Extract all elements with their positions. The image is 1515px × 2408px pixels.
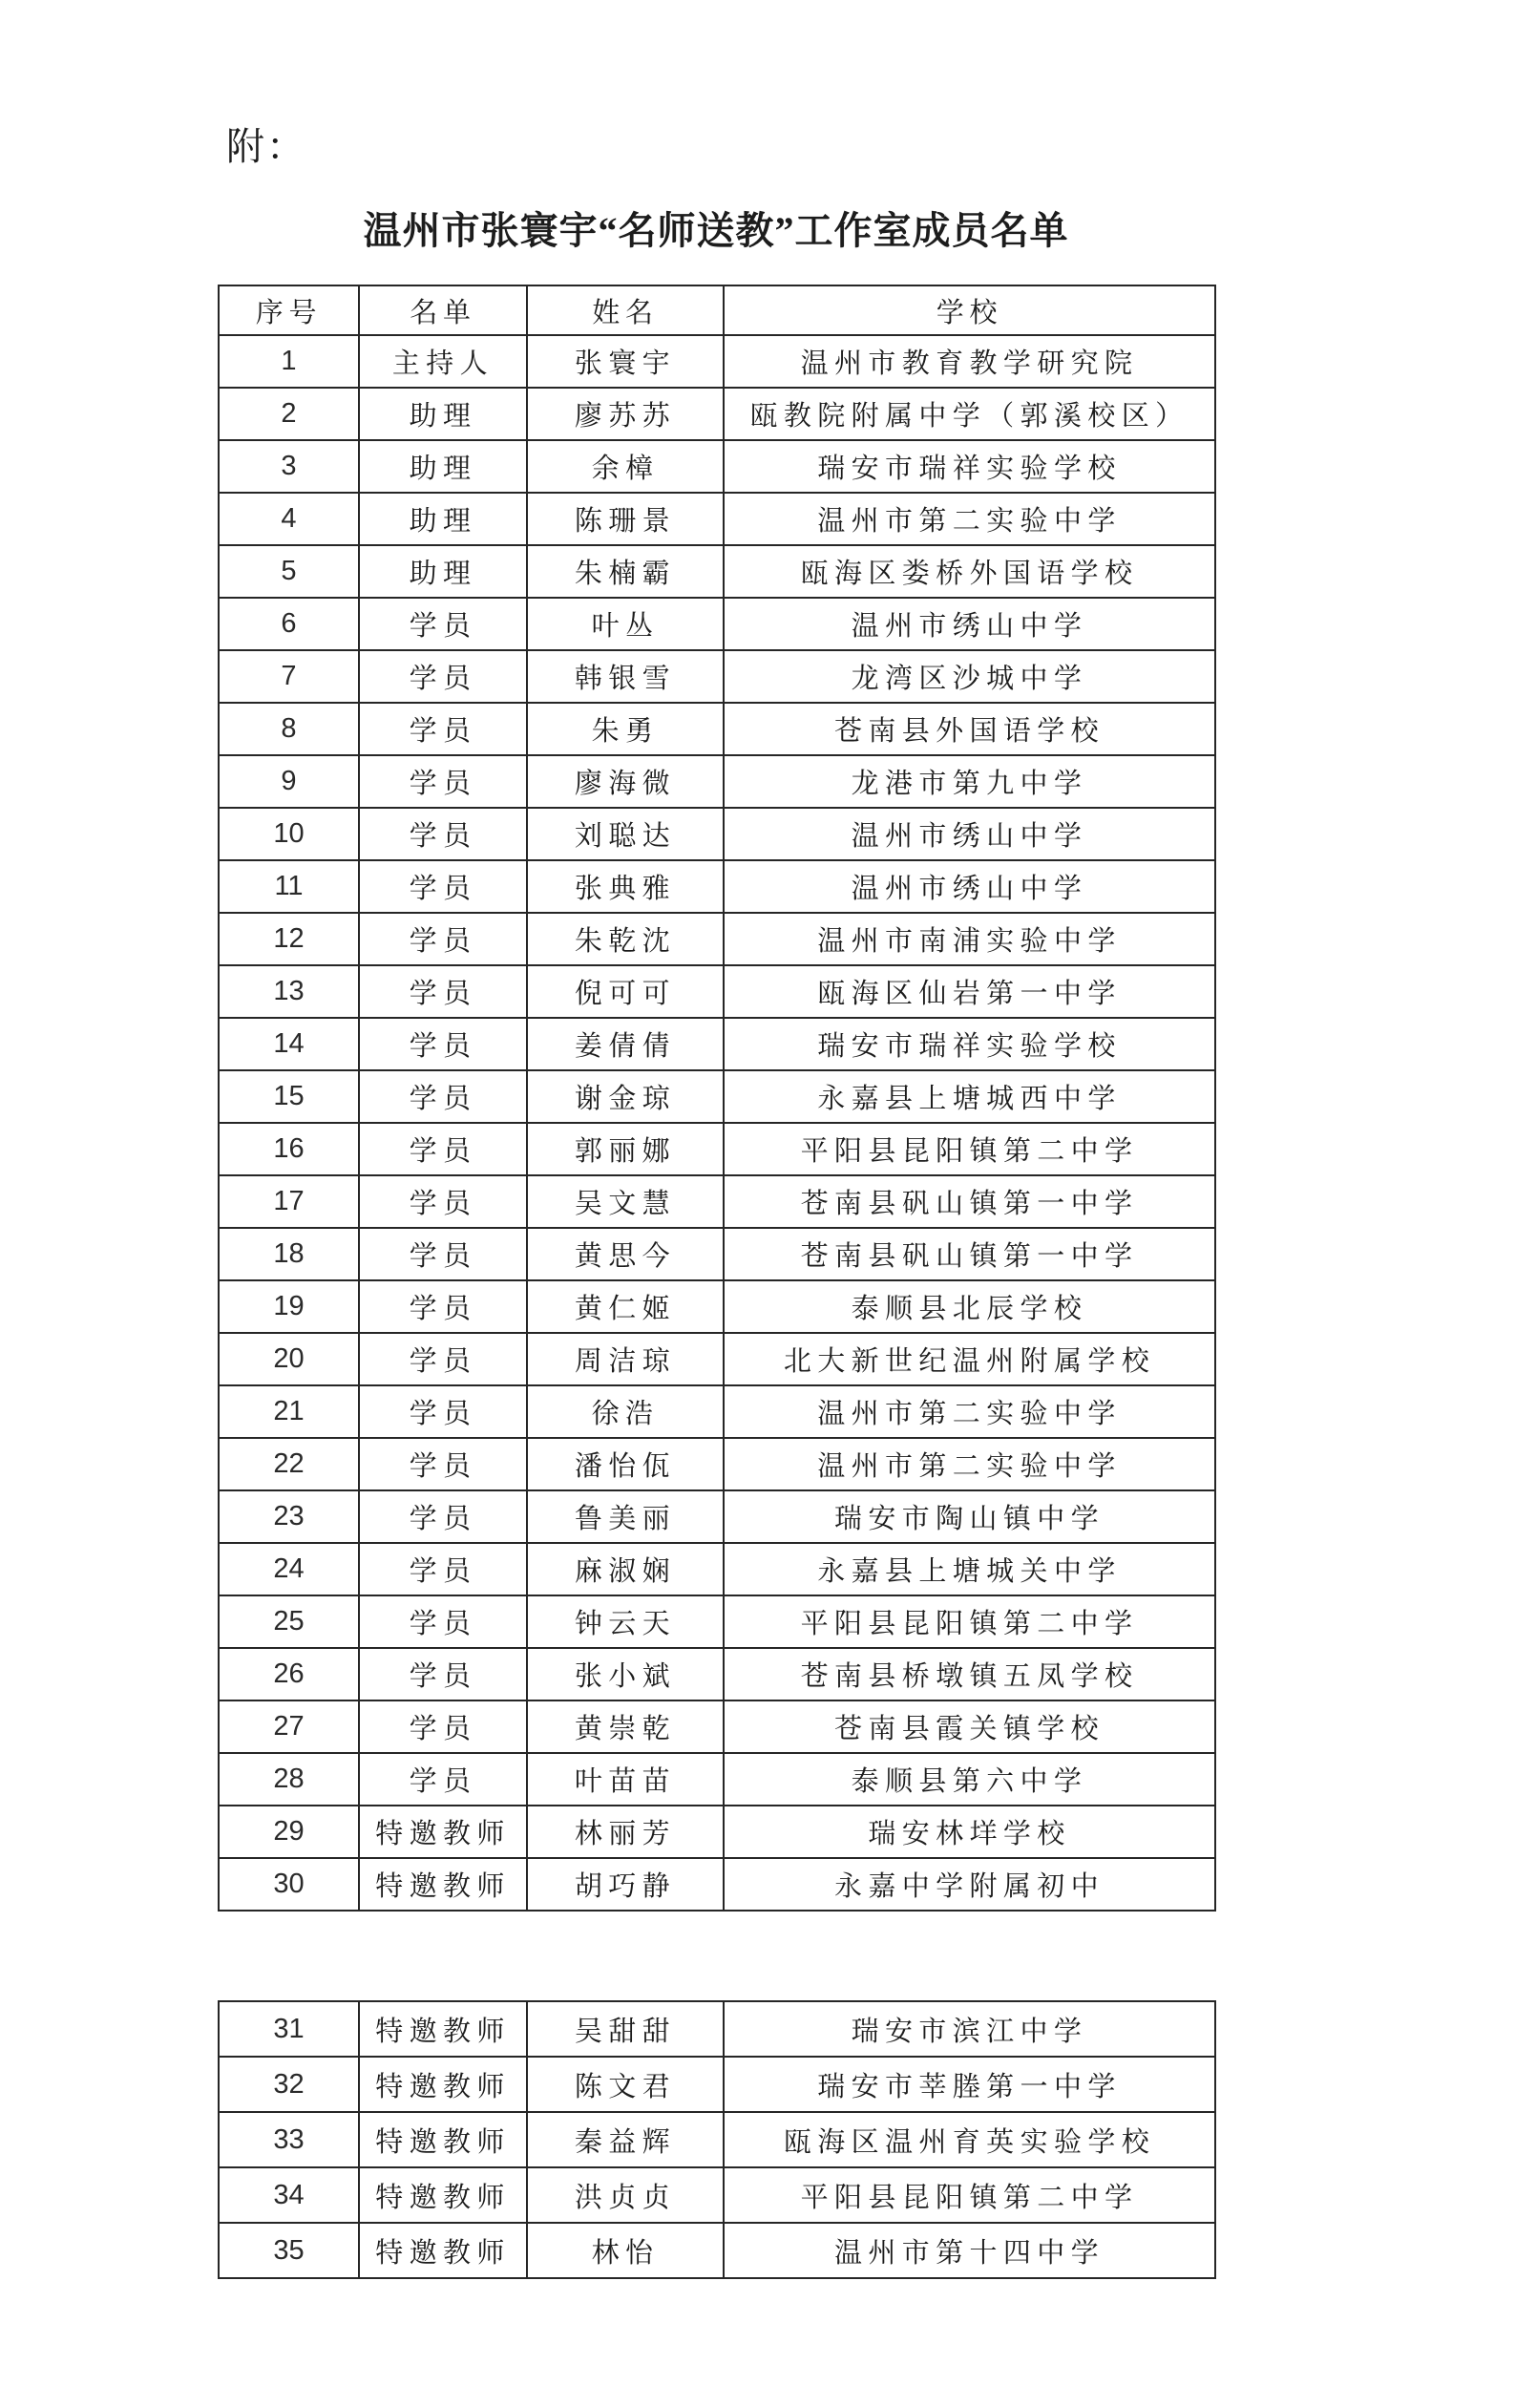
role-cell: 学员 xyxy=(359,1175,527,1228)
school-cell: 永嘉中学附属初中 xyxy=(724,1858,1215,1911)
index-cell: 2 xyxy=(219,388,359,440)
role-cell: 学员 xyxy=(359,703,527,755)
member-row xyxy=(219,2001,1215,2057)
role-cell: 主持人 xyxy=(359,335,527,388)
member-row xyxy=(219,650,1215,703)
role-cell: 学员 xyxy=(359,965,527,1018)
member-row xyxy=(219,1806,1215,1858)
index-cell: 28 xyxy=(219,1753,359,1806)
member-row xyxy=(219,703,1215,755)
name-cell: 钟云天 xyxy=(527,1595,724,1648)
index-cell: 4 xyxy=(219,493,359,545)
role-cell: 学员 xyxy=(359,1385,527,1438)
index-cell: 7 xyxy=(219,650,359,703)
name-cell: 叶丛 xyxy=(527,598,724,650)
school-cell: 泰顺县北辰学校 xyxy=(724,1280,1215,1333)
name-cell: 林丽芳 xyxy=(527,1806,724,1858)
member-row xyxy=(219,1490,1215,1543)
index-cell: 14 xyxy=(219,1018,359,1070)
member-row xyxy=(219,1280,1215,1333)
role-cell: 学员 xyxy=(359,598,527,650)
role-cell: 学员 xyxy=(359,1280,527,1333)
school-cell: 龙湾区沙城中学 xyxy=(724,650,1215,703)
role-cell: 学员 xyxy=(359,1753,527,1806)
member-row xyxy=(219,493,1215,545)
index-cell: 12 xyxy=(219,913,359,965)
name-cell: 张寰宇 xyxy=(527,335,724,388)
role-cell: 助理 xyxy=(359,493,527,545)
index-cell: 24 xyxy=(219,1543,359,1595)
index-cell: 17 xyxy=(219,1175,359,1228)
member-row xyxy=(219,1438,1215,1490)
role-cell: 学员 xyxy=(359,1490,527,1543)
index-cell: 18 xyxy=(219,1228,359,1280)
role-cell: 特邀教师 xyxy=(359,1806,527,1858)
name-cell: 叶苗苗 xyxy=(527,1753,724,1806)
member-row xyxy=(219,808,1215,860)
name-cell: 麻淑娴 xyxy=(527,1543,724,1595)
school-cell: 平阳县昆阳镇第二中学 xyxy=(724,2167,1215,2223)
role-cell: 特邀教师 xyxy=(359,2001,527,2057)
member-row xyxy=(219,2223,1215,2278)
index-cell: 10 xyxy=(219,808,359,860)
name-cell: 鲁美丽 xyxy=(527,1490,724,1543)
member-row xyxy=(219,755,1215,808)
name-cell: 潘怡佤 xyxy=(527,1438,724,1490)
role-cell: 学员 xyxy=(359,1228,527,1280)
index-cell: 11 xyxy=(219,860,359,913)
school-cell: 瓯海区温州育英实验学校 xyxy=(724,2112,1215,2167)
school-cell: 温州市第十四中学 xyxy=(724,2223,1215,2278)
name-cell: 黄崇乾 xyxy=(527,1700,724,1753)
school-cell: 瑞安市莘塍第一中学 xyxy=(724,2057,1215,2112)
name-cell: 余樟 xyxy=(527,440,724,493)
document-title: 温州市张寰宇“名师送教”工作室成员名单 xyxy=(363,209,1069,252)
name-cell: 倪可可 xyxy=(527,965,724,1018)
table-header-row xyxy=(219,285,1215,335)
school-cell: 瑞安市陶山镇中学 xyxy=(724,1490,1215,1543)
member-row xyxy=(219,2057,1215,2112)
name-cell: 姜倩倩 xyxy=(527,1018,724,1070)
school-cell: 平阳县昆阳镇第二中学 xyxy=(724,1123,1215,1175)
school-cell: 温州市教育教学研究院 xyxy=(724,335,1215,388)
header-cell-name: 姓名 xyxy=(527,285,724,335)
index-cell: 31 xyxy=(219,2001,359,2057)
index-cell: 19 xyxy=(219,1280,359,1333)
school-cell: 温州市第二实验中学 xyxy=(724,493,1215,545)
name-cell: 吴文慧 xyxy=(527,1175,724,1228)
school-cell: 北大新世纪温州附属学校 xyxy=(724,1333,1215,1385)
name-cell: 廖苏苏 xyxy=(527,388,724,440)
role-cell: 学员 xyxy=(359,650,527,703)
index-cell: 8 xyxy=(219,703,359,755)
member-row xyxy=(219,440,1215,493)
role-cell: 助理 xyxy=(359,388,527,440)
index-cell: 6 xyxy=(219,598,359,650)
header-cell-role: 名单 xyxy=(359,285,527,335)
role-cell: 学员 xyxy=(359,808,527,860)
role-cell: 学员 xyxy=(359,1595,527,1648)
school-cell: 温州市南浦实验中学 xyxy=(724,913,1215,965)
index-cell: 34 xyxy=(219,2167,359,2223)
member-row xyxy=(219,1543,1215,1595)
member-row xyxy=(219,913,1215,965)
school-cell: 永嘉县上塘城西中学 xyxy=(724,1070,1215,1123)
member-row xyxy=(219,335,1215,388)
role-cell: 学员 xyxy=(359,755,527,808)
name-cell: 黄思今 xyxy=(527,1228,724,1280)
name-cell: 韩银雪 xyxy=(527,650,724,703)
role-cell: 特邀教师 xyxy=(359,2057,527,2112)
member-row xyxy=(219,598,1215,650)
name-cell: 吴甜甜 xyxy=(527,2001,724,2057)
index-cell: 30 xyxy=(219,1858,359,1911)
members-table-part1-body xyxy=(219,335,1215,1911)
index-cell: 9 xyxy=(219,755,359,808)
member-row xyxy=(219,1333,1215,1385)
attachment-label: 附： xyxy=(226,125,306,168)
index-cell: 27 xyxy=(219,1700,359,1753)
name-cell: 朱勇 xyxy=(527,703,724,755)
index-cell: 26 xyxy=(219,1648,359,1700)
name-cell: 洪贞贞 xyxy=(527,2167,724,2223)
school-cell: 苍南县桥墩镇五凤学校 xyxy=(724,1648,1215,1700)
role-cell: 学员 xyxy=(359,1543,527,1595)
school-cell: 苍南县矾山镇第一中学 xyxy=(724,1175,1215,1228)
index-cell: 35 xyxy=(219,2223,359,2278)
role-cell: 学员 xyxy=(359,1438,527,1490)
school-cell: 瓯海区娄桥外国语学校 xyxy=(724,545,1215,598)
role-cell: 学员 xyxy=(359,1070,527,1123)
index-cell: 25 xyxy=(219,1595,359,1648)
member-row xyxy=(219,1070,1215,1123)
index-cell: 22 xyxy=(219,1438,359,1490)
header-cell-index: 序号 xyxy=(219,285,359,335)
name-cell: 黄仁姬 xyxy=(527,1280,724,1333)
school-cell: 瓯教院附属中学（郭溪校区） xyxy=(724,388,1215,440)
member-row xyxy=(219,860,1215,913)
member-row xyxy=(219,1858,1215,1911)
role-cell: 特邀教师 xyxy=(359,2223,527,2278)
school-cell: 温州市绣山中学 xyxy=(724,808,1215,860)
role-cell: 学员 xyxy=(359,1648,527,1700)
school-cell: 瑞安市瑞祥实验学校 xyxy=(724,1018,1215,1070)
school-cell: 平阳县昆阳镇第二中学 xyxy=(724,1595,1215,1648)
member-row xyxy=(219,1700,1215,1753)
index-cell: 13 xyxy=(219,965,359,1018)
school-cell: 瓯海区仙岩第一中学 xyxy=(724,965,1215,1018)
role-cell: 助理 xyxy=(359,440,527,493)
member-row xyxy=(219,1228,1215,1280)
index-cell: 16 xyxy=(219,1123,359,1175)
header-cell-school: 学校 xyxy=(724,285,1215,335)
name-cell: 秦益辉 xyxy=(527,2112,724,2167)
member-row xyxy=(219,2167,1215,2223)
index-cell: 15 xyxy=(219,1070,359,1123)
role-cell: 学员 xyxy=(359,1123,527,1175)
school-cell: 泰顺县第六中学 xyxy=(724,1753,1215,1806)
member-row xyxy=(219,1595,1215,1648)
school-cell: 苍南县外国语学校 xyxy=(724,703,1215,755)
name-cell: 郭丽娜 xyxy=(527,1123,724,1175)
name-cell: 廖海微 xyxy=(527,755,724,808)
role-cell: 学员 xyxy=(359,913,527,965)
name-cell: 陈珊景 xyxy=(527,493,724,545)
school-cell: 温州市第二实验中学 xyxy=(724,1438,1215,1490)
index-cell: 1 xyxy=(219,335,359,388)
name-cell: 朱楠霸 xyxy=(527,545,724,598)
member-row xyxy=(219,1175,1215,1228)
school-cell: 龙港市第九中学 xyxy=(724,755,1215,808)
role-cell: 学员 xyxy=(359,1333,527,1385)
school-cell: 瑞安市瑞祥实验学校 xyxy=(724,440,1215,493)
school-cell: 苍南县矾山镇第一中学 xyxy=(724,1228,1215,1280)
school-cell: 温州市第二实验中学 xyxy=(724,1385,1215,1438)
role-cell: 助理 xyxy=(359,545,527,598)
members-table-part2-body xyxy=(219,2001,1215,2278)
member-row xyxy=(219,2112,1215,2167)
index-cell: 32 xyxy=(219,2057,359,2112)
index-cell: 3 xyxy=(219,440,359,493)
member-row xyxy=(219,1753,1215,1806)
name-cell: 张典雅 xyxy=(527,860,724,913)
school-cell: 苍南县霞关镇学校 xyxy=(724,1700,1215,1753)
member-row xyxy=(219,1018,1215,1070)
index-cell: 5 xyxy=(219,545,359,598)
role-cell: 特邀教师 xyxy=(359,1858,527,1911)
member-row xyxy=(219,1648,1215,1700)
members-table-part2 xyxy=(218,2000,1216,2279)
role-cell: 学员 xyxy=(359,860,527,913)
role-cell: 特邀教师 xyxy=(359,2112,527,2167)
index-cell: 23 xyxy=(219,1490,359,1543)
name-cell: 林怡 xyxy=(527,2223,724,2278)
member-row xyxy=(219,965,1215,1018)
role-cell: 特邀教师 xyxy=(359,2167,527,2223)
name-cell: 刘聪达 xyxy=(527,808,724,860)
school-cell: 温州市绣山中学 xyxy=(724,860,1215,913)
name-cell: 朱乾沈 xyxy=(527,913,724,965)
name-cell: 陈文君 xyxy=(527,2057,724,2112)
school-cell: 瑞安市滨江中学 xyxy=(724,2001,1215,2057)
role-cell: 学员 xyxy=(359,1018,527,1070)
name-cell: 谢金琼 xyxy=(527,1070,724,1123)
members-table-part1 xyxy=(218,285,1216,1912)
member-row xyxy=(219,1385,1215,1438)
name-cell: 胡巧静 xyxy=(527,1858,724,1911)
school-cell: 温州市绣山中学 xyxy=(724,598,1215,650)
index-cell: 33 xyxy=(219,2112,359,2167)
name-cell: 张小斌 xyxy=(527,1648,724,1700)
member-row xyxy=(219,388,1215,440)
role-cell: 学员 xyxy=(359,1700,527,1753)
index-cell: 21 xyxy=(219,1385,359,1438)
index-cell: 29 xyxy=(219,1806,359,1858)
member-row xyxy=(219,545,1215,598)
school-cell: 瑞安林垟学校 xyxy=(724,1806,1215,1858)
name-cell: 徐浩 xyxy=(527,1385,724,1438)
member-row xyxy=(219,1123,1215,1175)
name-cell: 周洁琼 xyxy=(527,1333,724,1385)
school-cell: 永嘉县上塘城关中学 xyxy=(724,1543,1215,1595)
index-cell: 20 xyxy=(219,1333,359,1385)
